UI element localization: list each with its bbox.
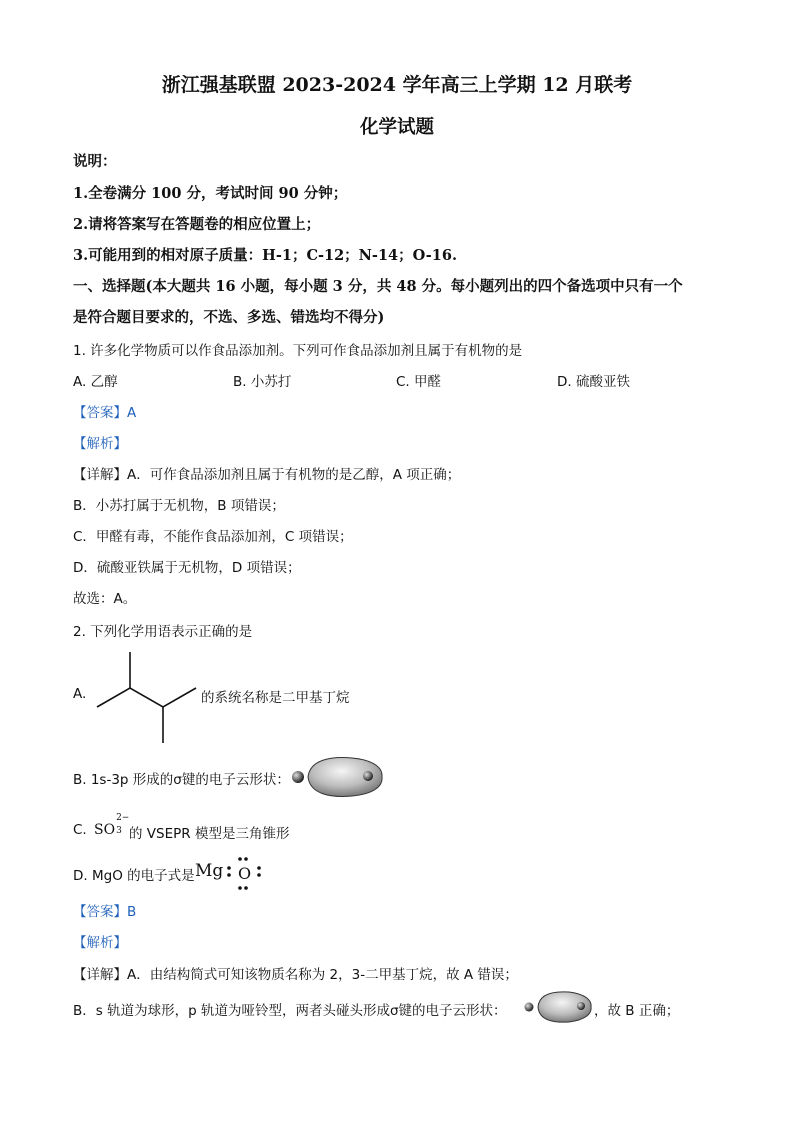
electron-cloud-image [286,754,384,800]
electron-cloud-inline-image [521,990,593,1024]
q2-detail-3: ，故 B 正确； [594,1003,680,1019]
q1-answer: 【答案】A [73,405,137,421]
q2-option-c-label: C. [73,822,87,838]
instructions-heading: 说明： [73,153,117,170]
q1-detail-2: B．小苏打属于无机物，B 项错误； [73,498,285,514]
instruction-2: 2.请将答案写在答题卷的相应位置上； [73,216,321,233]
o-symbol: O [238,864,252,883]
q2-option-a-text: 的系统名称是二甲基丁烷 [201,690,350,706]
q1-detail-3: C．甲醛有毒，不能作食品添加剂，C 项错误； [73,529,353,545]
q1-detail-4: D．硫酸亚铁属于无机物，D 项错误； [73,560,301,576]
q2-option-b-text: B. 1s-3p 形成的σ键的电子云形状： [73,772,290,788]
section-heading-line-2: 是符合题目要求的，不选、多选、错选均不得分) [73,309,385,326]
lone-pair-dots [226,856,266,892]
q2-detail-2: B．s 轨道为球形，p 轨道为哑铃型，两者头碰头形成σ键的电子云形状： [73,1003,507,1019]
section-heading-line-1: 一、选择题(本大题共 16 小题，每小题 3 分，共 48 分。每小题列出的四个备选项中只有一个 [73,278,683,295]
q2-stem: 2. 下列化学用语表示正确的是 [73,624,253,640]
q2-answer: 【答案】B [73,904,137,920]
exam-subject: 化学试题 [359,117,434,138]
instruction-3: 3.可能用到的相对原子质量：H-1；C-12；N-14；O-16. [73,247,458,264]
sulfite-formula [94,813,130,838]
q1-option-b: B. 小苏打 [233,374,292,390]
formula-main: SO [94,822,116,838]
instruction-1: 1.全卷满分 100 分，考试时间 90 分钟； [73,185,348,202]
q1-option-c: C. 甲醛 [396,374,442,390]
q1-option-a: A. 乙醇 [73,374,118,390]
q1-detail-1: 【详解】A．可作食品添加剂且属于有机物的是乙醇，A 项正确； [73,467,461,483]
q1-analysis-tag: 【解析】 [73,436,127,452]
q2-analysis-tag: 【解析】 [73,935,127,951]
q2-option-d-text: D. MgO 的电子式是 [73,868,195,884]
q2-option-a-label: A. [73,686,87,702]
q2-option-c-text: 的 VSEPR 模型是三角锥形 [129,826,290,842]
skeletal-formula-image [95,650,199,745]
q1-detail-5: 故选：A。 [73,591,137,607]
q2-detail-1: 【详解】A．由结构简式可知该物质名称为 2，3-二甲基丁烷，故 A 错误； [73,967,518,983]
formula-sub: 3 [116,826,122,836]
formula-charge [115,813,130,836]
mg-symbol: Mg [195,861,224,881]
q1-option-d: D. 硫酸亚铁 [557,374,630,390]
formula-sup: 2− [116,813,130,823]
exam-title: 浙江强基联盟 2023-2024 学年高三上学期 12 月联考 [161,74,633,96]
q1-stem: 1. 许多化学物质可以作食品添加剂。下列可作食品添加剂且属于有机物的是 [73,343,523,359]
